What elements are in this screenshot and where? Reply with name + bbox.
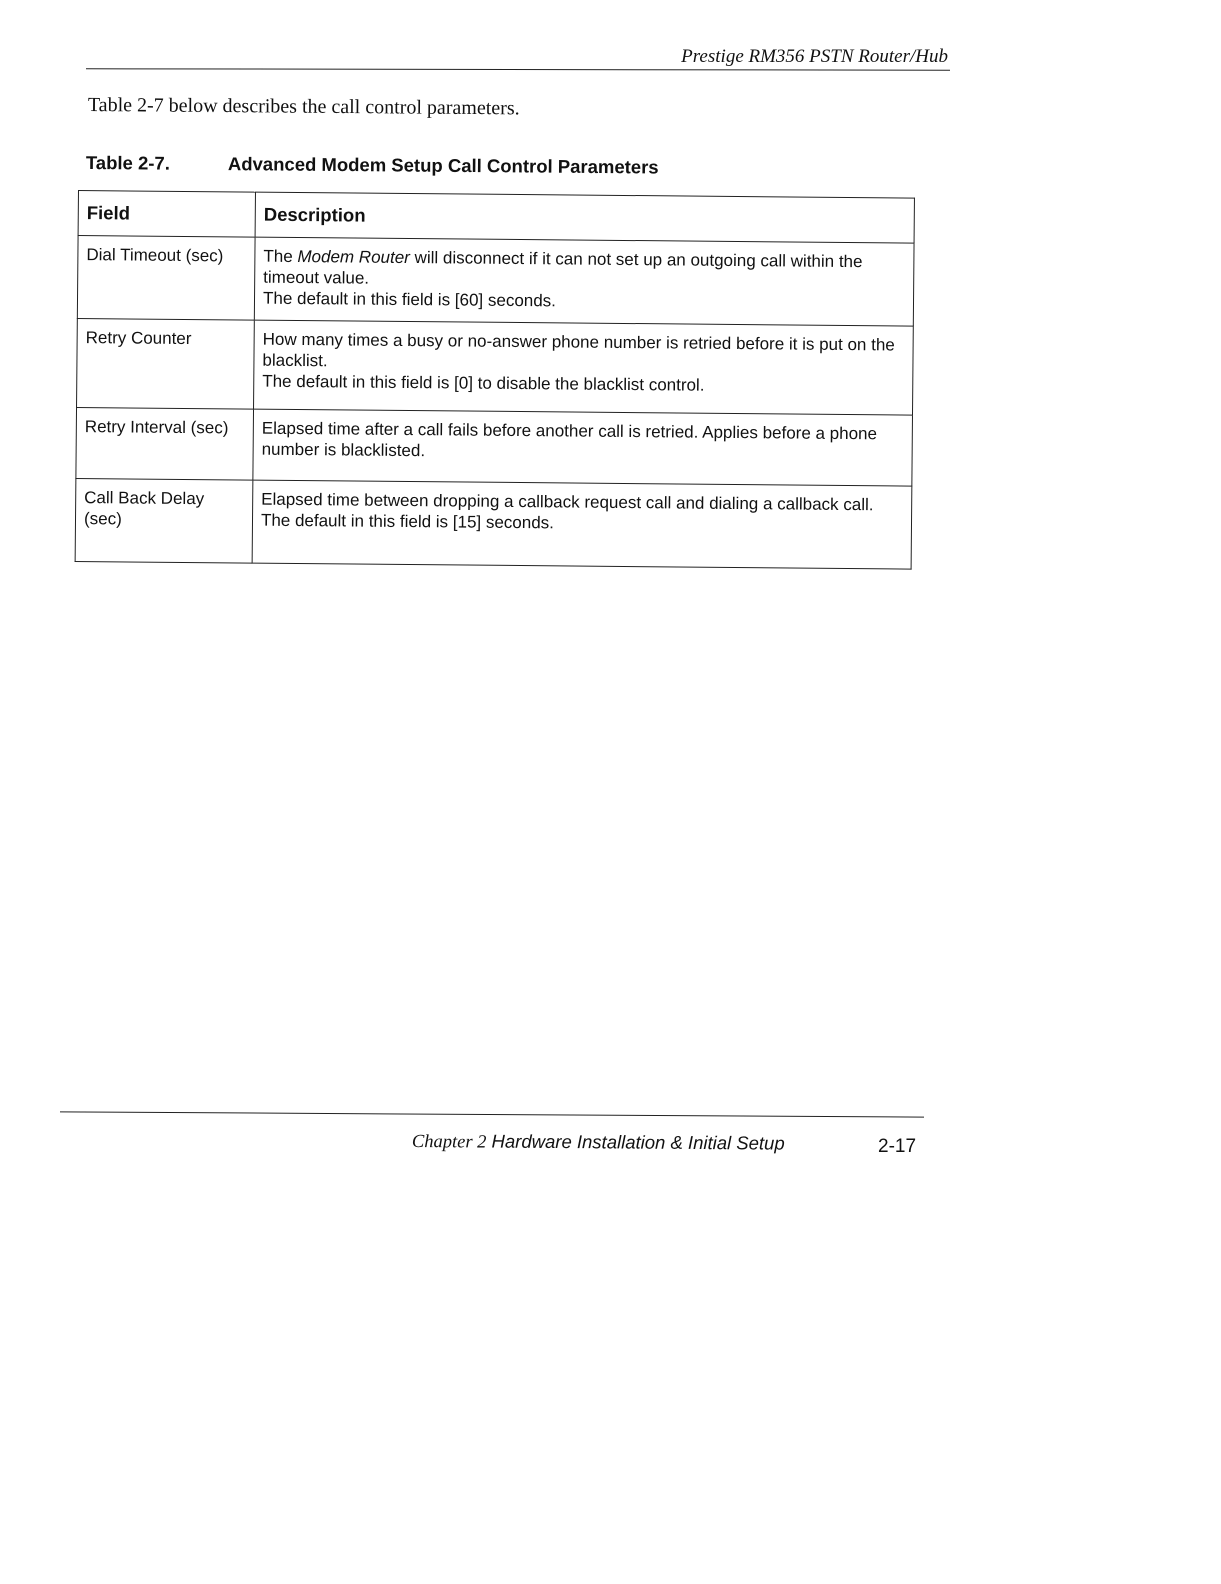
description-cell [252,480,912,569]
description-text: How many times a busy or no-answer phone number is retried before it is put on the blacklist. [262,329,895,371]
table-row [76,407,913,486]
field-cell: Retry Interval (sec) [76,407,254,480]
intro-paragraph: Table 2-7 below describes the call control parameters. [87,94,520,120]
column-header-description: Description [255,192,914,243]
table-caption-number: Table 2-7. [85,152,170,174]
description-text: Elapsed time after a call fails before another call is retried. Applies before a phone number is blacklisted. [261,418,878,461]
page-number: 2-17 [878,1136,917,1157]
footer-chapter [412,1130,785,1156]
column-header-field: Field [78,191,255,238]
field-cell: Retry Counter [77,318,255,409]
table-row [77,318,914,415]
description-default: The default in this field is [60] seconds. [262,288,557,311]
description-text [263,246,906,294]
parameters-table-wrapper [75,190,915,570]
footer-chapter-title: Hardware Installation & Initial Setup [491,1130,785,1154]
description-cell [253,409,913,486]
field-cell: Dial Timeout (sec) [77,236,255,321]
table-caption-title: Advanced Modem Setup Call Control Parameters [227,153,659,178]
description-text-part: The [263,246,298,266]
description-cell [254,237,914,326]
header-rule [86,68,950,71]
description-emphasis: Modem Router [297,246,410,268]
description-text-part: will disconnect if it can not set up an outgoing call within the timeout value. [263,248,863,288]
footer-chapter-prefix: Chapter 2 [411,1132,487,1153]
description-default: The default in this field is [0] to disable the blacklist control. [262,371,705,395]
running-header: Prestige RM356 PSTN Router/Hub [681,46,948,67]
table-caption [86,152,659,178]
description-text: Elapsed time between dropping a callback request call and dialing a callback call. [261,489,874,515]
table-row [77,236,914,327]
footer-rule [60,1111,924,1117]
table-header-row [78,191,914,244]
table-row [75,478,912,569]
description-default: The default in this field is [15] seconds. [260,510,555,533]
field-cell: Call Back Delay (sec) [75,478,253,563]
description-cell [254,320,914,415]
call-control-parameters-table [75,190,915,570]
